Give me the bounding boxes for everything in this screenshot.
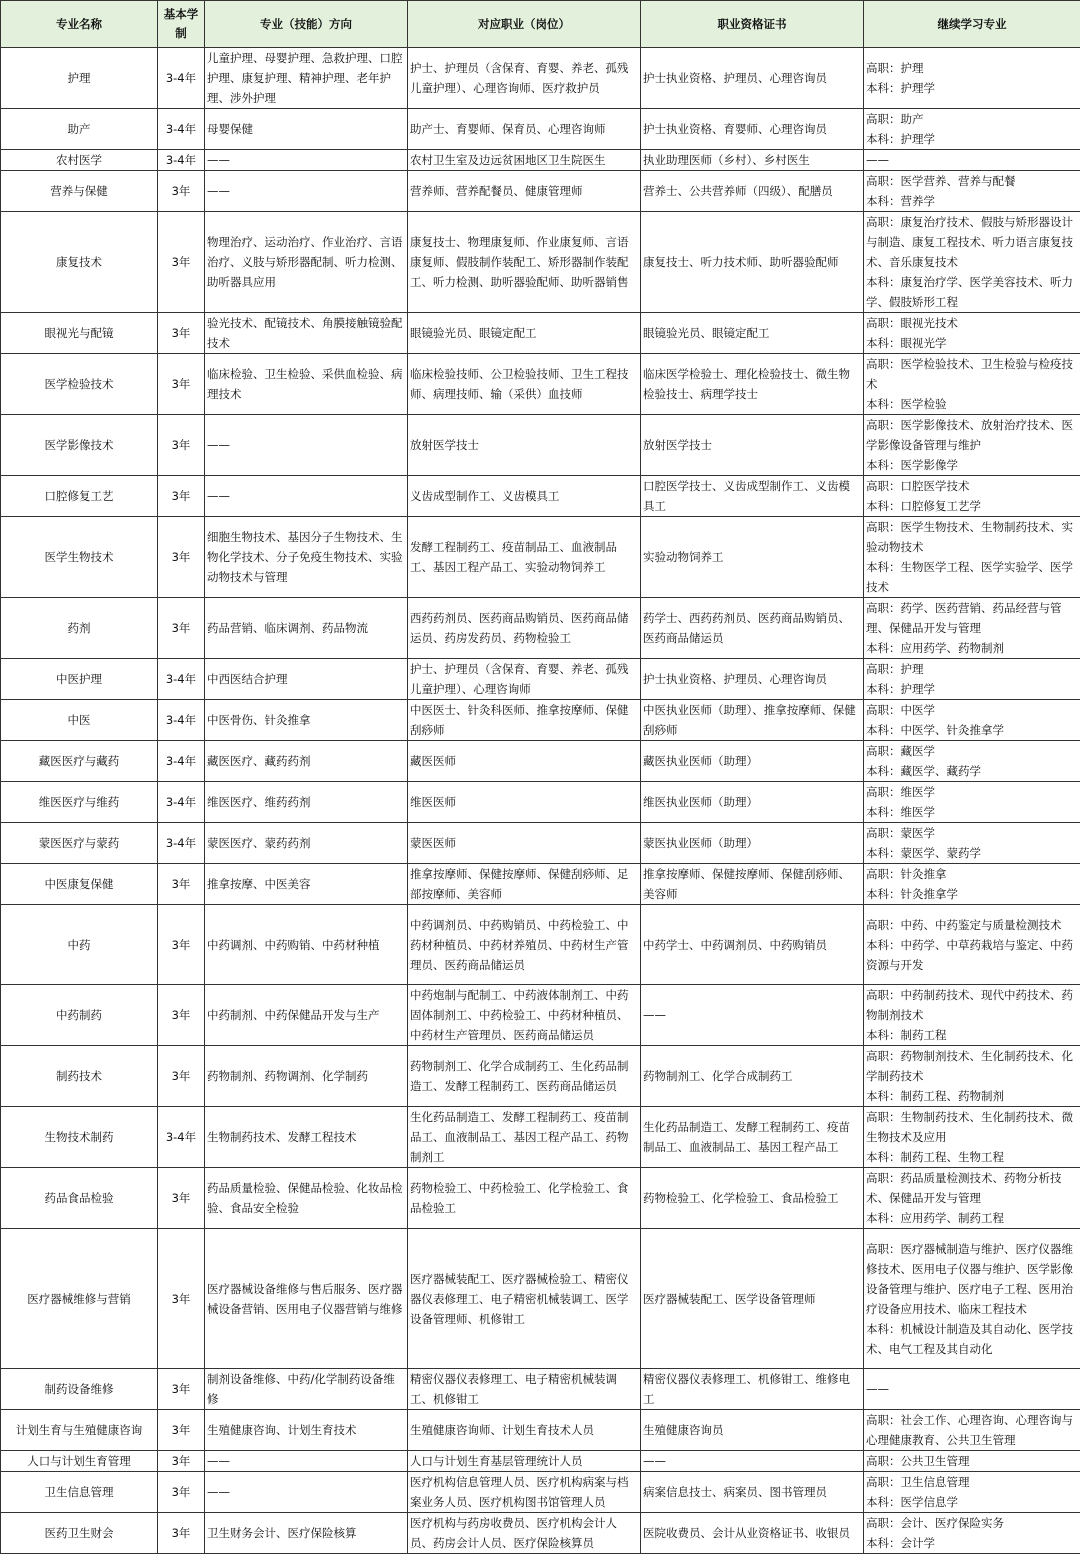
cell-further-study bbox=[864, 150, 1080, 171]
further-study-line: 本科：制药工程、生物工程 bbox=[866, 1147, 1078, 1167]
cell-jobs: 中药炮制与配制工、中药液体制剂工、中药固体制剂工、中药检验工、中药材种植员、中药材生产管理员、医药商品储运员 bbox=[408, 985, 641, 1046]
cell-direction: 中药制剂、中药保健品开发与生产 bbox=[205, 985, 408, 1046]
cell-major-name: 计划生育与生殖健康咨询 bbox=[1, 1410, 158, 1451]
cell-direction: 藏医医疗、藏药药剂 bbox=[205, 741, 408, 782]
cell-major-name: 生物技术制药 bbox=[1, 1107, 158, 1168]
cell-major-name: 医学检验技术 bbox=[1, 354, 158, 415]
table-row bbox=[1, 1451, 1080, 1472]
cell-direction: —— bbox=[205, 1472, 408, 1513]
table-row bbox=[1, 741, 1080, 782]
cell-duration: 3年 bbox=[158, 1168, 205, 1229]
cell-jobs: 蒙医医师 bbox=[408, 823, 641, 864]
cell-certificates: 实验动物饲养工 bbox=[641, 517, 864, 598]
cell-direction: 制剂设备维修、中药/化学制药设备维修 bbox=[205, 1369, 408, 1410]
cell-duration: 3年 bbox=[158, 212, 205, 313]
cell-jobs: 助产士、育婴师、保育员、心理咨询师 bbox=[408, 109, 641, 150]
further-study-line: 本科：医学信息学 bbox=[866, 1492, 1078, 1512]
cell-direction: 蒙医医疗、蒙药药剂 bbox=[205, 823, 408, 864]
cell-duration: 3年 bbox=[158, 1472, 205, 1513]
cell-direction: 儿童护理、母婴护理、急救护理、口腔护理、康复护理、精神护理、老年护理、涉外护理 bbox=[205, 48, 408, 109]
header-direction: 专业（技能）方向 bbox=[205, 1, 408, 48]
cell-major-name: 药剂 bbox=[1, 598, 158, 659]
further-study-line: 高职：蒙医学 bbox=[866, 823, 1078, 843]
table-row bbox=[1, 517, 1080, 598]
further-study-line: 本科：制药工程、药物制剂 bbox=[866, 1086, 1078, 1106]
cell-direction: 验光技术、配镜技术、角膜接触镜验配技术 bbox=[205, 313, 408, 354]
further-study-line: 本科：护理学 bbox=[866, 129, 1078, 149]
cell-duration: 3年 bbox=[158, 415, 205, 476]
cell-jobs: 推拿按摩师、保健按摩师、保健刮痧师、足部按摩师、美容师 bbox=[408, 864, 641, 905]
further-study-line: 高职：助产 bbox=[866, 109, 1078, 129]
table-row bbox=[1, 1513, 1080, 1554]
further-study-line: 本科：生物医学工程、医学实验学、医学技术 bbox=[866, 557, 1078, 597]
cell-jobs: 康复技士、物理康复师、作业康复师、言语康复师、假肢制作装配工、矫形器制作装配工、听力检测、助听器验配师、助听器销售 bbox=[408, 212, 641, 313]
further-study-line: 高职：康复治疗技术、假肢与矫形器设计与制造、康复工程技术、听力语言康复技术、音乐康复技术 bbox=[866, 212, 1078, 272]
cell-duration: 3年 bbox=[158, 1410, 205, 1451]
cell-further-study bbox=[864, 1168, 1080, 1229]
further-study-line: 本科：针灸推拿学 bbox=[866, 884, 1078, 904]
further-study-line: 本科：维医学 bbox=[866, 802, 1078, 822]
cell-certificates: —— bbox=[641, 1451, 864, 1472]
further-study-line: 本科：应用药学、制药工程 bbox=[866, 1208, 1078, 1228]
cell-duration: 3年 bbox=[158, 1451, 205, 1472]
further-study-line: 本科：应用药学、药物制剂 bbox=[866, 638, 1078, 658]
table-row bbox=[1, 700, 1080, 741]
cell-jobs: 营养师、营养配餐员、健康管理师 bbox=[408, 171, 641, 212]
cell-jobs: 西药药剂员、医药商品购销员、医药商品储运员、药房发药员、药物检验工 bbox=[408, 598, 641, 659]
cell-duration: 3年 bbox=[158, 171, 205, 212]
table-row bbox=[1, 823, 1080, 864]
table-row bbox=[1, 415, 1080, 476]
cell-major-name: 眼视光与配镜 bbox=[1, 313, 158, 354]
cell-jobs: 藏医医师 bbox=[408, 741, 641, 782]
header-duration: 基本学制 bbox=[158, 1, 205, 48]
table-row bbox=[1, 109, 1080, 150]
cell-direction: —— bbox=[205, 150, 408, 171]
cell-further-study bbox=[864, 985, 1080, 1046]
cell-direction: 母婴保健 bbox=[205, 109, 408, 150]
table-row bbox=[1, 864, 1080, 905]
cell-duration: 3-4年 bbox=[158, 1107, 205, 1168]
cell-certificates: 药物制剂工、化学合成制药工 bbox=[641, 1046, 864, 1107]
table-row bbox=[1, 1410, 1080, 1451]
further-study-line: 高职：药品质量检测技术、药物分析技术、保健品开发与管理 bbox=[866, 1168, 1078, 1208]
cell-duration: 3年 bbox=[158, 517, 205, 598]
cell-direction: —— bbox=[205, 1451, 408, 1472]
cell-certificates: 病案信息技士、病案员、图书管理员 bbox=[641, 1472, 864, 1513]
further-study-line: 高职：医学影像技术、放射治疗技术、医学影像设备管理与维护 bbox=[866, 415, 1078, 455]
header-jobs: 对应职业（岗位） bbox=[408, 1, 641, 48]
table-row bbox=[1, 782, 1080, 823]
further-study-line: 本科：医学检验 bbox=[866, 394, 1078, 414]
cell-certificates: 中药学士、中药调剂员、中药购销员 bbox=[641, 905, 864, 985]
cell-major-name: 中医康复保健 bbox=[1, 864, 158, 905]
cell-major-name: 人口与计划生育管理 bbox=[1, 1451, 158, 1472]
cell-certificates: 生殖健康咨询员 bbox=[641, 1410, 864, 1451]
cell-certificates: 医疗器械装配工、医学设备管理师 bbox=[641, 1229, 864, 1369]
further-study-line: 高职：眼视光技术 bbox=[866, 313, 1078, 333]
cell-duration: 3年 bbox=[158, 1229, 205, 1369]
cell-jobs: 义齿成型制作工、义齿模具工 bbox=[408, 476, 641, 517]
cell-further-study bbox=[864, 354, 1080, 415]
table-row bbox=[1, 1168, 1080, 1229]
further-study-line: —— bbox=[866, 150, 1078, 170]
cell-further-study bbox=[864, 517, 1080, 598]
table-row bbox=[1, 905, 1080, 985]
cell-jobs: 医疗机构信息管理人员、医疗机构病案与档案业务人员、医疗机构图书馆管理人员 bbox=[408, 1472, 641, 1513]
cell-certificates: 维医执业医师（助理） bbox=[641, 782, 864, 823]
further-study-line: 本科：口腔修复工艺学 bbox=[866, 496, 1078, 516]
cell-direction: 中医骨伤、针灸推拿 bbox=[205, 700, 408, 741]
cell-direction: 临床检验、卫生检验、采供血检验、病理技术 bbox=[205, 354, 408, 415]
cell-major-name: 中药制药 bbox=[1, 985, 158, 1046]
cell-further-study bbox=[864, 212, 1080, 313]
cell-major-name: 维医医疗与维药 bbox=[1, 782, 158, 823]
further-study-line: 高职：医学生物技术、生物制药技术、实验动物技术 bbox=[866, 517, 1078, 557]
cell-major-name: 康复技术 bbox=[1, 212, 158, 313]
further-study-line: 本科：康复治疗学、医学美容技术、听力学、假肢矫形工程 bbox=[866, 272, 1078, 312]
cell-jobs: 生化药品制造工、发酵工程制药工、疫苗制品工、血液制品工、基因工程产品工、药物制剂工 bbox=[408, 1107, 641, 1168]
cell-certificates: 生化药品制造工、发酵工程制药工、疫苗制品工、血液制品工、基因工程产品工 bbox=[641, 1107, 864, 1168]
further-study-line: 本科：医学影像学 bbox=[866, 455, 1078, 475]
cell-jobs: 临床检验技师、公卫检验技师、卫生工程技师、病理技师、输（采供）血技师 bbox=[408, 354, 641, 415]
cell-further-study bbox=[864, 1472, 1080, 1513]
cell-direction: 细胞生物技术、基因分子生物技术、生物化学技术、分子免疫生物技术、实验动物技术与管理 bbox=[205, 517, 408, 598]
further-study-line: 高职：生物制药技术、生化制药技术、微生物技术及应用 bbox=[866, 1107, 1078, 1147]
cell-duration: 3年 bbox=[158, 313, 205, 354]
cell-certificates: 中医执业医师（助理）、推拿按摩师、保健刮痧师 bbox=[641, 700, 864, 741]
cell-jobs: 农村卫生室及边远贫困地区卫生院医生 bbox=[408, 150, 641, 171]
cell-jobs: 中医医士、针灸科医师、推拿按摩师、保健刮痧师 bbox=[408, 700, 641, 741]
further-study-line: 高职：医疗器械制造与维护、医疗仪器维修技术、医用电子仪器与维护、医学影像设备管理与维护、医疗电子工程、医用治疗设备应用技术、临床工程技术 bbox=[866, 1239, 1078, 1319]
cell-duration: 3年 bbox=[158, 1513, 205, 1554]
further-study-line: 高职：医学检验技术、卫生检验与检疫技术 bbox=[866, 354, 1078, 394]
cell-major-name: 医学影像技术 bbox=[1, 415, 158, 476]
cell-jobs: 人口与计划生育基层管理统计人员 bbox=[408, 1451, 641, 1472]
cell-certificates: 临床医学检验士、理化检验技士、微生物检验技士、病理学技士 bbox=[641, 354, 864, 415]
cell-major-name: 农村医学 bbox=[1, 150, 158, 171]
cell-direction: 药品营销、临床调剂、药品物流 bbox=[205, 598, 408, 659]
further-study-line: 本科：机械设计制造及其自动化、医学技术、电气工程及其自动化 bbox=[866, 1319, 1078, 1359]
cell-major-name: 制药设备维修 bbox=[1, 1369, 158, 1410]
further-study-line: 高职：针灸推拿 bbox=[866, 864, 1078, 884]
cell-duration: 3年 bbox=[158, 476, 205, 517]
cell-further-study bbox=[864, 171, 1080, 212]
table-row bbox=[1, 150, 1080, 171]
table-header-row bbox=[1, 1, 1080, 48]
table-row bbox=[1, 1369, 1080, 1410]
further-study-line: 本科：护理学 bbox=[866, 679, 1078, 699]
cell-direction: —— bbox=[205, 415, 408, 476]
table-row bbox=[1, 1046, 1080, 1107]
cell-certificates: 眼镜验光员、眼镜定配工 bbox=[641, 313, 864, 354]
cell-major-name: 中医 bbox=[1, 700, 158, 741]
table-row bbox=[1, 313, 1080, 354]
cell-jobs: 医疗机构与药房收费员、医疗机构会计人员、药房会计人员、医疗保险核算员 bbox=[408, 1513, 641, 1554]
further-study-line: 高职：会计、医疗保险实务 bbox=[866, 1513, 1078, 1533]
cell-direction: 医疗器械设备维修与售后服务、医疗器械设备营销、医用电子仪器营销与维修 bbox=[205, 1229, 408, 1369]
table-row bbox=[1, 985, 1080, 1046]
table-row bbox=[1, 1472, 1080, 1513]
further-study-line: 本科：会计学 bbox=[866, 1533, 1078, 1553]
table-row bbox=[1, 1107, 1080, 1168]
further-study-line: 高职：维医学 bbox=[866, 782, 1078, 802]
further-study-line: 本科：制药工程 bbox=[866, 1025, 1078, 1045]
cell-further-study bbox=[864, 1229, 1080, 1369]
cell-further-study bbox=[864, 1410, 1080, 1451]
cell-further-study bbox=[864, 864, 1080, 905]
cell-direction: 维医医疗、维药药剂 bbox=[205, 782, 408, 823]
cell-certificates: 推拿按摩师、保健按摩师、保健刮痧师、美容师 bbox=[641, 864, 864, 905]
further-study-line: 本科：蒙医学、蒙药学 bbox=[866, 843, 1078, 863]
table-row bbox=[1, 659, 1080, 700]
cell-duration: 3-4年 bbox=[158, 782, 205, 823]
cell-further-study bbox=[864, 700, 1080, 741]
cell-duration: 3年 bbox=[158, 354, 205, 415]
cell-duration: 3-4年 bbox=[158, 741, 205, 782]
cell-further-study bbox=[864, 109, 1080, 150]
cell-jobs: 生殖健康咨询师、计划生育技术人员 bbox=[408, 1410, 641, 1451]
cell-further-study bbox=[864, 782, 1080, 823]
cell-further-study bbox=[864, 598, 1080, 659]
cell-major-name: 医学生物技术 bbox=[1, 517, 158, 598]
table-row bbox=[1, 212, 1080, 313]
cell-certificates: 藏医执业医师（助理） bbox=[641, 741, 864, 782]
cell-major-name: 药品食品检验 bbox=[1, 1168, 158, 1229]
cell-jobs: 眼镜验光员、眼镜定配工 bbox=[408, 313, 641, 354]
cell-duration: 3-4年 bbox=[158, 150, 205, 171]
cell-duration: 3-4年 bbox=[158, 823, 205, 864]
cell-jobs: 精密仪器仪表修理工、电子精密机械装调工、机修钳工 bbox=[408, 1369, 641, 1410]
cell-further-study bbox=[864, 1451, 1080, 1472]
cell-direction: 卫生财务会计、医疗保险核算 bbox=[205, 1513, 408, 1554]
further-study-line: 高职：护理 bbox=[866, 659, 1078, 679]
further-study-line: 高职：卫生信息管理 bbox=[866, 1472, 1078, 1492]
cell-further-study bbox=[864, 1513, 1080, 1554]
header-major-name: 专业名称 bbox=[1, 1, 158, 48]
cell-certificates: 护士执业资格、护理员、心理咨询员 bbox=[641, 48, 864, 109]
cell-direction: 生殖健康咨询、计划生育技术 bbox=[205, 1410, 408, 1451]
cell-duration: 3年 bbox=[158, 864, 205, 905]
cell-further-study bbox=[864, 415, 1080, 476]
further-study-line: 高职：护理 bbox=[866, 58, 1078, 78]
cell-direction: 中西医结合护理 bbox=[205, 659, 408, 700]
further-study-line: 高职：中医学 bbox=[866, 700, 1078, 720]
cell-jobs: 药物制剂工、化学合成制药工、生化药品制造工、发酵工程制药工、医药商品储运员 bbox=[408, 1046, 641, 1107]
further-study-line: 高职：中药、中药鉴定与质量检测技术 bbox=[866, 915, 1078, 935]
cell-certificates: 药学士、西药药剂员、医药商品购销员、医药商品储运员 bbox=[641, 598, 864, 659]
cell-direction: 药物制剂、药物调剂、化学制药 bbox=[205, 1046, 408, 1107]
cell-major-name: 中医护理 bbox=[1, 659, 158, 700]
cell-duration: 3年 bbox=[158, 598, 205, 659]
further-study-line: 高职：社会工作、心理咨询、心理咨询与心理健康教育、公共卫生管理 bbox=[866, 1410, 1078, 1450]
cell-certificates: 护士执业资格、护理员、心理咨询员 bbox=[641, 659, 864, 700]
cell-certificates: 医院收费员、会计从业资格证书、收银员 bbox=[641, 1513, 864, 1554]
further-study-line: 本科：营养学 bbox=[866, 191, 1078, 211]
further-study-line: 本科：藏医学、藏药学 bbox=[866, 761, 1078, 781]
cell-duration: 3-4年 bbox=[158, 109, 205, 150]
cell-further-study bbox=[864, 823, 1080, 864]
cell-jobs: 发酵工程制药工、疫苗制品工、血液制品工、基因工程产品工、实验动物饲养工 bbox=[408, 517, 641, 598]
cell-duration: 3年 bbox=[158, 985, 205, 1046]
cell-certificates: —— bbox=[641, 985, 864, 1046]
cell-jobs: 护士、护理员（含保育、育婴、养老、孤残儿童护理）、心理咨询师 bbox=[408, 659, 641, 700]
cell-duration: 3-4年 bbox=[158, 48, 205, 109]
cell-major-name: 蒙医医疗与蒙药 bbox=[1, 823, 158, 864]
cell-further-study bbox=[864, 659, 1080, 700]
table-row bbox=[1, 354, 1080, 415]
header-certificates: 职业资格证书 bbox=[641, 1, 864, 48]
cell-direction: —— bbox=[205, 171, 408, 212]
cell-major-name: 医药卫生财会 bbox=[1, 1513, 158, 1554]
cell-major-name: 营养与保健 bbox=[1, 171, 158, 212]
cell-further-study bbox=[864, 48, 1080, 109]
cell-certificates: 护士执业资格、育婴师、心理咨询员 bbox=[641, 109, 864, 150]
table-row bbox=[1, 598, 1080, 659]
header-further-study: 继续学习专业 bbox=[864, 1, 1080, 48]
cell-major-name: 制药技术 bbox=[1, 1046, 158, 1107]
table-row bbox=[1, 171, 1080, 212]
cell-certificates: 康复技士、听力技术师、助听器验配师 bbox=[641, 212, 864, 313]
further-study-line: —— bbox=[866, 1379, 1078, 1399]
cell-further-study bbox=[864, 741, 1080, 782]
further-study-line: 高职：中药制药技术、现代中药技术、药物制剂技术 bbox=[866, 985, 1078, 1025]
cell-major-name: 中药 bbox=[1, 905, 158, 985]
further-study-line: 高职：药物制剂技术、生化制药技术、化学制药技术 bbox=[866, 1046, 1078, 1086]
cell-major-name: 卫生信息管理 bbox=[1, 1472, 158, 1513]
cell-certificates: 口腔医学技士、义齿成型制作工、义齿模具工 bbox=[641, 476, 864, 517]
cell-direction: 生物制药技术、发酵工程技术 bbox=[205, 1107, 408, 1168]
cell-duration: 3-4年 bbox=[158, 659, 205, 700]
cell-jobs: 药物检验工、中药检验工、化学检验工、食品检验工 bbox=[408, 1168, 641, 1229]
cell-further-study bbox=[864, 313, 1080, 354]
further-study-line: 高职：医学营养、营养与配餐 bbox=[866, 171, 1078, 191]
further-study-line: 本科：中药学、中草药栽培与鉴定、中药资源与开发 bbox=[866, 935, 1078, 975]
cell-duration: 3年 bbox=[158, 905, 205, 985]
cell-major-name: 护理 bbox=[1, 48, 158, 109]
cell-certificates: 放射医学技士 bbox=[641, 415, 864, 476]
cell-major-name: 医疗器械维修与营销 bbox=[1, 1229, 158, 1369]
further-study-line: 本科：护理学 bbox=[866, 78, 1078, 98]
further-study-line: 高职：药学、医药营销、药品经营与管理、保健品开发与管理 bbox=[866, 598, 1078, 638]
cell-direction: 药品质量检验、保健品检验、化妆品检验、食品安全检验 bbox=[205, 1168, 408, 1229]
cell-jobs: 维医医师 bbox=[408, 782, 641, 823]
cell-certificates: 药物检验工、化学检验工、食品检验工 bbox=[641, 1168, 864, 1229]
cell-jobs: 放射医学技士 bbox=[408, 415, 641, 476]
cell-duration: 3年 bbox=[158, 1046, 205, 1107]
further-study-line: 高职：口腔医学技术 bbox=[866, 476, 1078, 496]
cell-jobs: 护士、护理员（含保育、育婴、养老、孤残儿童护理）、心理咨询师、医疗救护员 bbox=[408, 48, 641, 109]
cell-further-study bbox=[864, 1369, 1080, 1410]
cell-further-study bbox=[864, 476, 1080, 517]
further-study-line: 高职：藏医学 bbox=[866, 741, 1078, 761]
table-row bbox=[1, 1229, 1080, 1369]
cell-major-name: 口腔修复工艺 bbox=[1, 476, 158, 517]
cell-further-study bbox=[864, 905, 1080, 985]
cell-direction: —— bbox=[205, 476, 408, 517]
cell-direction: 物理治疗、运动治疗、作业治疗、言语治疗、义肢与矫形器配制、听力检测、助听器具应用 bbox=[205, 212, 408, 313]
cell-jobs: 医疗器械装配工、医疗器械检验工、精密仪器仪表修理工、电子精密机械装调工、医学设备管理师、机修钳工 bbox=[408, 1229, 641, 1369]
cell-direction: 中药调剂、中药购销、中药材种植 bbox=[205, 905, 408, 985]
table-row bbox=[1, 476, 1080, 517]
table-body bbox=[1, 48, 1080, 1554]
cell-duration: 3年 bbox=[158, 1369, 205, 1410]
further-study-line: 高职：公共卫生管理 bbox=[866, 1451, 1078, 1471]
cell-direction: 推拿按摩、中医美容 bbox=[205, 864, 408, 905]
cell-major-name: 助产 bbox=[1, 109, 158, 150]
further-study-line: 本科：中医学、针灸推拿学 bbox=[866, 720, 1078, 740]
cell-major-name: 藏医医疗与藏药 bbox=[1, 741, 158, 782]
cell-jobs: 中药调剂员、中药购销员、中药检验工、中药材种植员、中药材养殖员、中药材生产管理员、医药商品储运员 bbox=[408, 905, 641, 985]
cell-further-study bbox=[864, 1046, 1080, 1107]
cell-certificates: 执业助理医师（乡村）、乡村医生 bbox=[641, 150, 864, 171]
cell-further-study bbox=[864, 1107, 1080, 1168]
table-row bbox=[1, 48, 1080, 109]
cell-duration: 3-4年 bbox=[158, 700, 205, 741]
cell-certificates: 精密仪器仪表修理工、机修钳工、维修电工 bbox=[641, 1369, 864, 1410]
cell-certificates: 蒙医执业医师（助理） bbox=[641, 823, 864, 864]
further-study-line: 本科：眼视光学 bbox=[866, 333, 1078, 353]
cell-certificates: 营养士、公共营养师（四级）、配膳员 bbox=[641, 171, 864, 212]
